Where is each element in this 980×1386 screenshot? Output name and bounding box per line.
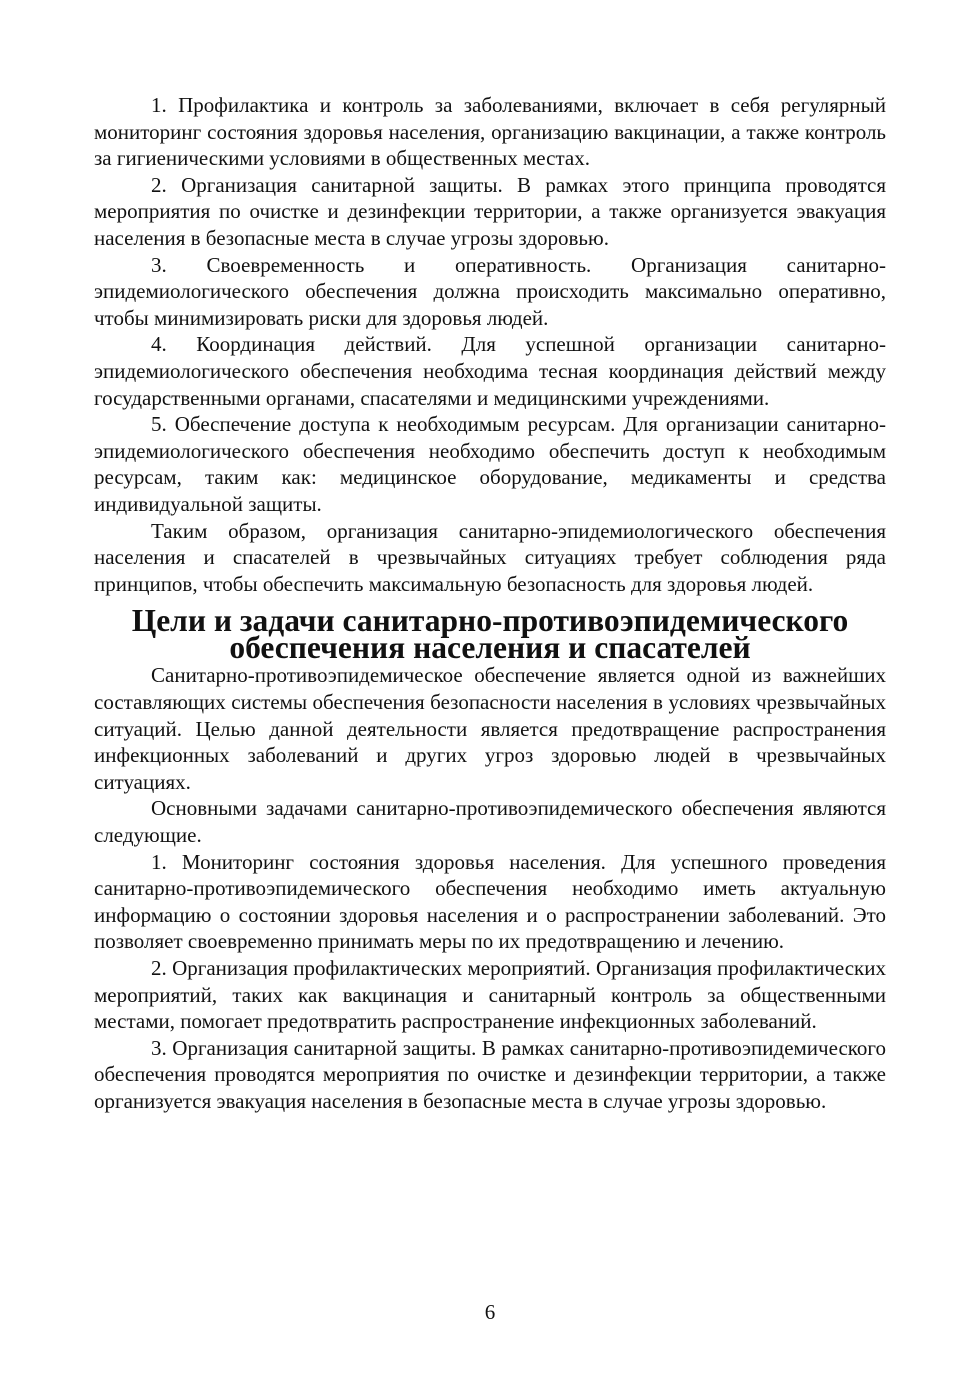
paragraph-principle-5: 5. Обеспечение доступа к необходимым ресурсам. Для организации санитарно-эпидемиологического обеспечения необходимо обеспечить доступ к необходимым ресурсам, таким как: медицинское оборудование, медикаменты и средства индивидуальной защиты. — [94, 412, 886, 516]
paragraph-task-1: 1. Мониторинг состояния здоровья населения. Для успешного проведения санитарно-противоэпидемического обеспечения необходимо иметь актуальную информацию о состоянии здоровья населения и о распространении заболеваний. Это позволяет своевременно принимать меры по их предотвращению и лечению. — [94, 849, 886, 954]
paragraph-principle-1: 1. Профилактика и контроль за заболеваниями, включает в себя регулярный мониторинг состояния здоровья населения, организацию вакцинации, а также контроль за гигиеническими условиями в общественных местах. — [94, 93, 886, 171]
paragraph-principle-3: 3. Своевременность и оперативность. Организация санитарно-эпидемиологического обеспечения должна происходить максимально оперативно, чтобы минимизировать риски для здоровья людей. — [94, 252, 886, 330]
paragraph-principle-2: 2. Организация санитарной защиты. В рамках этого принципа проводятся мероприятия по очистке и дезинфекции территории, а также организуется эвакуация населения в безопасные места в случае угрозы здоровью. — [94, 172, 886, 250]
section-heading — [94, 603, 886, 665]
section-heading-line-2: обеспечения населения и спасателей — [229, 629, 751, 665]
section-heading-line-1: Цели и задачи санитарно-противоэпидемического — [131, 603, 849, 639]
paragraph-task-3: 3. Организация санитарной защиты. В рамках санитарно-противоэпидемического обеспечения проводятся мероприятия по очистке и дезинфекции территории, а также организуется эвакуация населения в безопасные места в случае угрозы здоровью. — [94, 1035, 886, 1113]
paragraph-tasks-lead: Основными задачами санитарно-противоэпидемического обеспечения являются следующие. — [94, 796, 886, 848]
paragraph-intro: Санитарно-противоэпидемическое обеспечение является одной из важнейших составляющих системы обеспечения безопасности населения в условиях чрезвычайных ситуаций. Целью данной деятельности является предотвращение распространения инфекционных заболеваний и других угроз здоровью людей в чрезвычайных ситуациях. — [94, 663, 886, 794]
paragraph-conclusion: Таким образом, организация санитарно-эпидемиологического обеспечения населения и спасателей в чрезвычайных ситуациях требует соблюдения ряда принципов, чтобы обеспечить максимальную безопасность для здоровья людей. — [94, 518, 886, 596]
page-number: 6 — [484, 1300, 496, 1324]
document-page — [94, 92, 886, 1115]
paragraph-task-2: 2. Организация профилактических мероприятий. Организация профилактических мероприятий, таких как вакцинация и санитарный контроль за общественными местами, помогает предотвратить распространение инфекционных заболеваний. — [94, 956, 886, 1034]
paragraph-principle-4: 4. Координация действий. Для успешной организации санитарно-эпидемиологического обеспечения необходима тесная координация действий между государственными органами, спасателями и медицинскими учреждениями. — [94, 332, 886, 410]
